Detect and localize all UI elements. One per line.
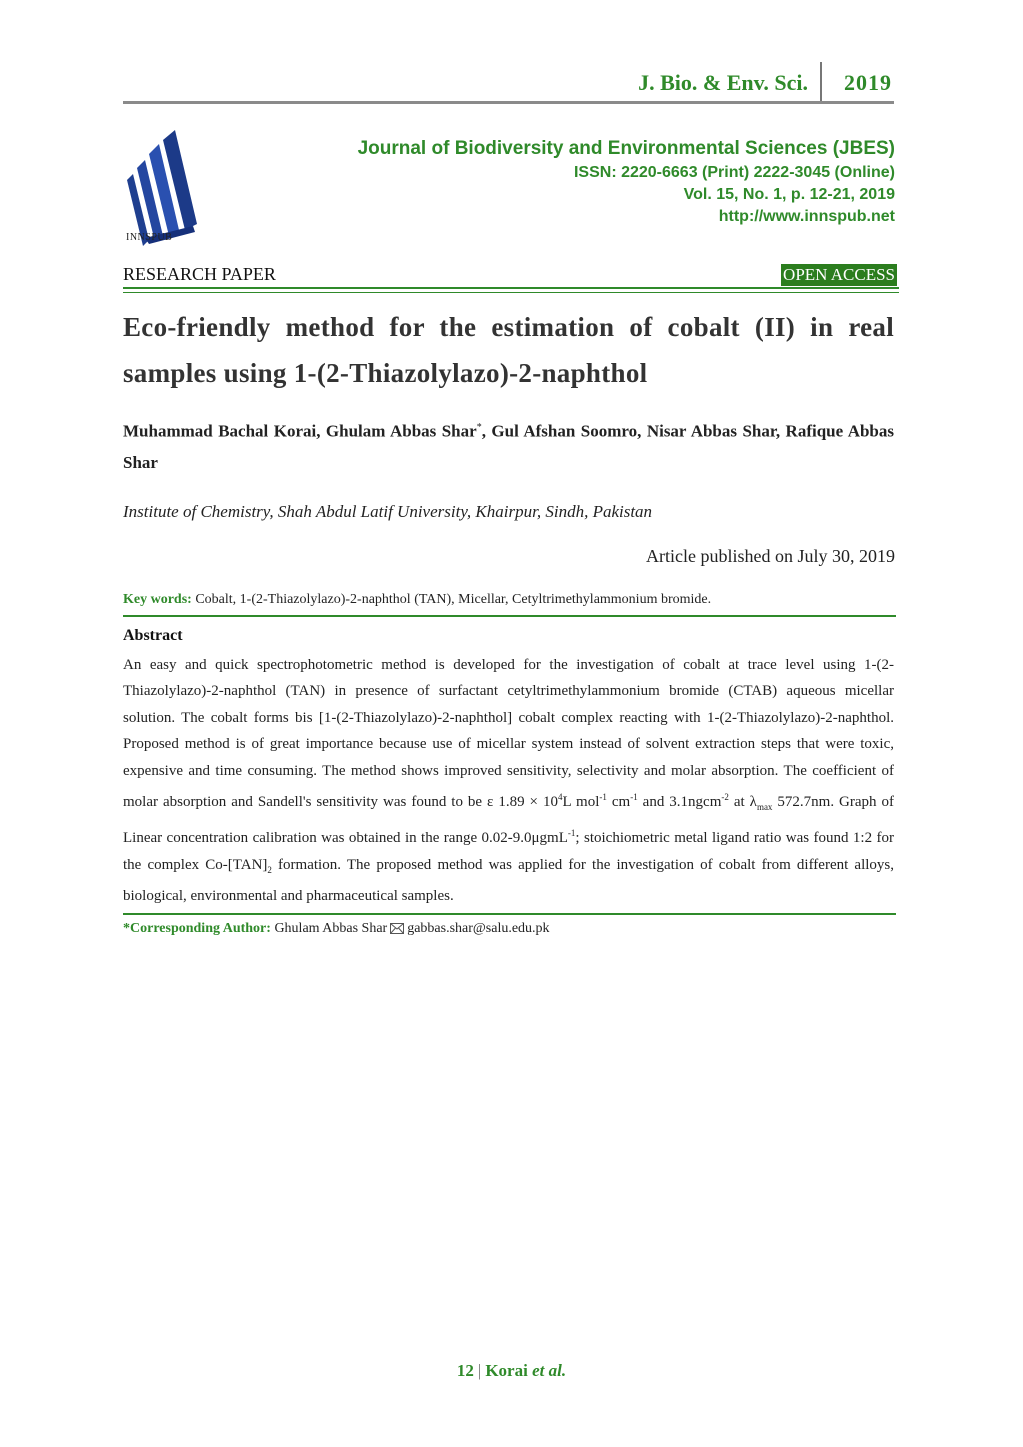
abstract-rule (123, 913, 896, 915)
logo-label: INNSPUB (126, 232, 173, 243)
abstract-sub: max (756, 802, 773, 813)
keywords-label: Key words: (123, 592, 192, 607)
corresponding-mark: * (476, 422, 482, 433)
corresponding-author (123, 921, 550, 937)
header-rule (123, 101, 894, 104)
abstract-text: cm (606, 794, 631, 811)
abstract-text: and 3.1ngcm (637, 794, 722, 811)
abstract-text: ; stoichiometric metal ligand ratio was found 1:2 for the complex Co-[TAN] (123, 830, 894, 873)
author-list (123, 412, 894, 478)
paper-title: Eco-friendly method for the estimation of cobalt (II) in real samples using 1-(2-Thiazolylazo)-2-naphthol (123, 312, 894, 388)
journal-url[interactable]: http://www.innspub.net (718, 208, 895, 225)
abstract-sup: -1 (567, 828, 576, 839)
abstract-sup: 4 (557, 792, 563, 803)
authors-part1: Muhammad Bachal Korai, Ghulam Abbas Shar (123, 421, 477, 441)
footer-etal: et al. (532, 1361, 567, 1380)
journal-volume: Vol. 15, No. 1, p. 12-21, 2019 (683, 186, 895, 203)
type-rule (123, 287, 899, 289)
corresponding-email[interactable]: gabbas.shar@salu.edu.pk (407, 921, 550, 936)
keywords-rule (123, 615, 896, 617)
publication-date: Article published on July 30, 2019 (646, 546, 895, 566)
header-year: 2019 (844, 70, 892, 95)
type-rule-thin (123, 292, 899, 293)
abstract-sup: -2 (721, 792, 729, 803)
journal-title: Journal of Biodiversity and Environmental Sciences (JBES) (357, 138, 895, 159)
abstract-heading: Abstract (123, 627, 183, 644)
journal-short-name: J. Bio. & Env. Sci. (638, 70, 808, 95)
abstract-sub: 2 (267, 864, 272, 875)
journal-issn: ISSN: 2220-6663 (Print) 2222-3045 (Online) (573, 164, 895, 181)
abstract-sup: -1 (599, 792, 607, 803)
footer-separator: | (477, 1361, 482, 1380)
journal-info (358, 136, 895, 228)
abstract-text: at λ (728, 794, 757, 811)
header-divider (820, 62, 822, 102)
running-header (123, 62, 894, 104)
abstract-text: 572.7nm. Graph of Linear concentration calibration was obtained in the range 0.02-9.0μgmL (123, 794, 894, 847)
corresponding-name: Ghulam Abbas Shar (274, 921, 388, 936)
open-access-badge: OPEN ACCESS (783, 265, 895, 284)
abstract-text: formation. The proposed method was applied for the investigation of cobalt from different alloys, biological, environmental and pharmaceutical samples. (123, 856, 895, 905)
authors-part2: , Gul Afshan Soomro, Nisar Abbas Shar, Rafique Abbas Shar (123, 421, 895, 472)
abstract-text: L mol (562, 794, 600, 811)
affiliation: Institute of Chemistry, Shah Abdul Latif University, Khairpur, Sindh, Pakistan (123, 502, 653, 521)
page-number: 12 (456, 1361, 474, 1380)
abstract-text: An easy and quick spectrophotometric method is developed for the investigation of cobalt at trace level using 1-(2-Thiazolylazo)-2-naphthol (TAN) in presence of surfactant cetyltrimethylammonium bromide (CTAB) aqueous micellar solution. The cobalt forms bis [1-(2-Thiazolylazo)-2-naphthol] cobalt complex reacting with 1-(2-Thiazolylazo)-2-naphthol. Proposed method is of great importance because use of micellar system instead of solvent extraction steps that were toxic, expensive and time consuming. The method shows improved sensitivity, selectivity and molar absorption. The coefficient of molar absorption and Sandell's sensitivity was found to be ε 1.89 × 10 (123, 657, 894, 811)
innspub-logo-icon (123, 128, 201, 248)
keywords-text: Cobalt, 1-(2-Thiazolylazo)-2-naphthol (TAN), Micellar, Cetyltrimethylammonium bromide. (195, 592, 712, 607)
abstract-body (123, 652, 894, 910)
keywords (123, 592, 894, 608)
article-type: RESEARCH PAPER (123, 264, 276, 284)
abstract-sup: -1 (630, 792, 638, 803)
corresponding-label: *Corresponding Author: (123, 921, 271, 936)
footer-author: Korai (485, 1361, 528, 1380)
page-footer (0, 1361, 1023, 1381)
mail-icon (390, 923, 404, 934)
